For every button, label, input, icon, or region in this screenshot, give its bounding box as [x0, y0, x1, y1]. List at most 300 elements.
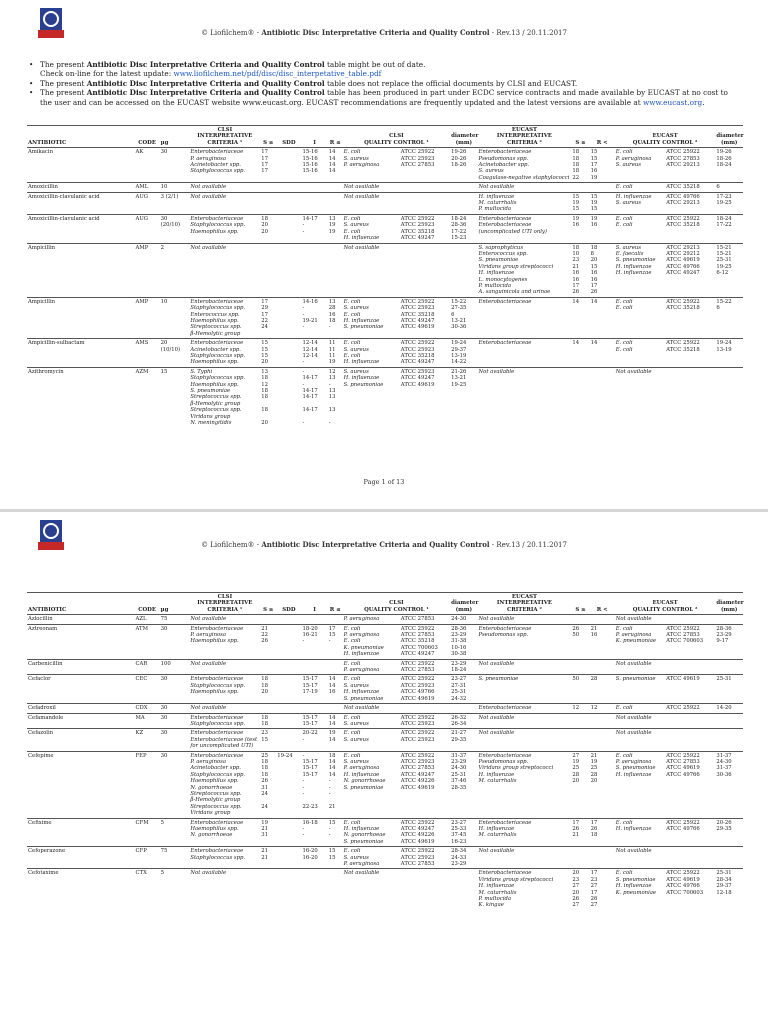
table-row: [27, 214, 743, 243]
cell-ab: Cefaclor: [27, 675, 135, 704]
cell-i: 15-16 15-16 15-16 15-16: [301, 148, 327, 183]
cell-code: AUG: [135, 214, 160, 243]
cell-i: 20-22 -: [301, 729, 327, 751]
cell-eo: Not available: [478, 659, 572, 675]
cell-r: [328, 869, 343, 910]
cell-r: 18 14 14 14 - - - 21: [328, 751, 343, 818]
cell-sdd: 19-24: [276, 751, 301, 818]
cell-qd: [450, 192, 477, 214]
cell-er: 14: [590, 297, 615, 338]
cell-er: 12: [590, 704, 615, 713]
cell-xo: E. coli E. coli: [615, 339, 665, 368]
cell-xd: [715, 729, 743, 751]
cell-i: 14-17 - -: [301, 214, 327, 243]
cell-qa: ATCC 25923 ATCC 49247 ATCC 49619: [400, 367, 450, 427]
cell-xa: ATCC 29213 ATCC 29212 ATCC 49619 ATCC 49766 ATCC 49247: [665, 243, 715, 297]
cell-er: 18 8 20 15 16 16 17 26: [590, 243, 615, 297]
cell-r: 14 14: [328, 713, 343, 729]
table-row: [27, 148, 743, 183]
cell-r: 14 14 16: [328, 675, 343, 704]
cell-ab: Ampicillin: [27, 243, 135, 297]
cell-qa: ATCC 27853: [400, 615, 450, 624]
cell-qd: 23-27 25-33 37-45 16-23: [450, 818, 477, 847]
cell-eo: Not available: [478, 183, 572, 192]
cell-s: 13 18 12 18 18 18 20: [260, 367, 276, 427]
cell-xd: [715, 659, 743, 675]
cell-qd: 19-24 29-37 13-19 14-22: [450, 339, 477, 368]
cell-xa: [665, 729, 715, 751]
cell-s: [260, 192, 276, 214]
table-row: [27, 713, 743, 729]
col-diam: diameter (mm): [450, 126, 477, 148]
col-antibiotic: ANTIBIOTIC: [27, 593, 135, 615]
cell-i: [301, 615, 327, 624]
table-body: [27, 615, 743, 910]
cell-qa: [400, 704, 450, 713]
cell-qa: ATCC 25922 ATCC 25923 ATCC 27853: [400, 148, 450, 183]
cell-org: Not available: [189, 183, 260, 192]
cell-qa: [400, 192, 450, 214]
cell-er: 14: [590, 339, 615, 368]
cell-org: Not available: [189, 243, 260, 297]
cell-ug: 20 (10/10): [160, 339, 190, 368]
cell-xa: [665, 615, 715, 624]
cell-qd: [450, 243, 477, 297]
cell-qo: E. coli P. aeruginosa: [343, 659, 400, 675]
cell-r: 13 28 16 18 -: [328, 297, 343, 338]
update-link[interactable]: www.liofilchem.net/pdf/disc/disc_interpetative_table.pdf: [173, 69, 382, 79]
cell-qa: ATCC 25922 ATCC 25923 ATCC 27853: [400, 847, 450, 869]
cell-code: AUG: [135, 192, 160, 214]
cell-xo: S. pneumoniae: [615, 675, 665, 704]
cell-s: 25 18 18 18 26 31 24 24: [260, 751, 276, 818]
cell-r: 11 11 11 19: [328, 339, 343, 368]
cell-xa: [665, 847, 715, 869]
cell-xo: E. coli P. aeruginosa S. pneumoniae H. influenzae: [615, 751, 665, 818]
cell-code: CEC: [135, 675, 160, 704]
cell-xa: ATCC 25922 ATCC 27853 ATCC 700603: [665, 624, 715, 659]
col-eu-s: S ≥: [571, 593, 589, 615]
cell-org: Enterobacteriaceae Haemophilus spp. N. gonorrhoeae: [189, 818, 260, 847]
cell-eo: Not available: [478, 615, 572, 624]
cell-ug: 3 (2/1): [160, 192, 190, 214]
col-ug: µg: [160, 593, 190, 615]
cell-qo: E. coli S. aureus P. aeruginosa: [343, 847, 400, 869]
cell-i: - 14-17 - 14-17 14-17 14-17 -: [301, 367, 327, 427]
cell-eo: Enterobacteriaceae H. influenzae M. catarrhalis: [478, 818, 572, 847]
cell-xo: E. coli: [615, 183, 665, 192]
cell-sdd: [276, 339, 301, 368]
cell-r: [328, 704, 343, 713]
cell-xo: Not available: [615, 729, 665, 751]
cell-r: 15 15: [328, 847, 343, 869]
cell-xd: 15-22 6: [715, 297, 743, 338]
cell-code: FEP: [135, 751, 160, 818]
cell-r: [328, 615, 343, 624]
cell-ab: Cefoperazone: [27, 847, 135, 869]
cell-ug: 75: [160, 615, 190, 624]
cell-es: [571, 659, 589, 675]
cell-qa: ATCC 25922 ATCC 27853 ATCC 35218 ATCC 700603 ATCC 49247: [400, 624, 450, 659]
cell-xd: [715, 847, 743, 869]
cell-es: [571, 729, 589, 751]
cell-qo: E. coli S. aureus: [343, 729, 400, 751]
cell-ug: 5: [160, 869, 190, 910]
cell-es: 15 19 15: [571, 192, 589, 214]
cell-xd: [715, 615, 743, 624]
cell-qa: ATCC 25922 ATCC 25923 ATCC 35218 ATCC 49247: [400, 214, 450, 243]
cell-eo: Enterobacteriaceae: [478, 704, 572, 713]
cell-s: [260, 615, 276, 624]
cell-s: [260, 704, 276, 713]
cell-qd: [450, 183, 477, 192]
cell-qo: S. aureus H. influenzae S. pneumoniae: [343, 367, 400, 427]
table-row: [27, 869, 743, 910]
cell-sdd: [276, 729, 301, 751]
note-3: • The present Antibiotic Disc Interpretative Criteria and Quality Control table has been produced in part under ECDC service contracts and made available by EUCAST at no cost to the user and can be accessed on the EUCAST website www.eucast.org. EUCAST recommendations are frequently updated and the latest versions are available at www.eucast.org.: [22, 88, 742, 107]
cell-xd: [715, 713, 743, 729]
cell-eo: S. pneumoniae: [478, 675, 572, 704]
col-diam: diameter (mm): [450, 593, 477, 615]
cell-sdd: [276, 615, 301, 624]
col-eu-r: R <: [590, 593, 615, 615]
page-header: © Liofilchem® - Antibiotic Disc Interpretative Criteria and Quality Control - Rev.13 / 20.11.2017: [201, 28, 567, 37]
cell-xo: Not available: [615, 847, 665, 869]
cell-ab: Aztreonam: [27, 624, 135, 659]
cell-org: Enterobacteriaceae Acinetobacter spp. Staphylococcus spp. Haemophilus spp.: [189, 339, 260, 368]
cell-er: [590, 367, 615, 427]
note-2: • The present Antibiotic Disc Interpretative Criteria and Quality Control table does not replace the official documents by CLSI and EUCAST.: [22, 79, 742, 88]
cell-ab: Carbenicillin: [27, 659, 135, 675]
table-row: [27, 615, 743, 624]
col-ug: µg: [160, 126, 190, 148]
cell-sdd: [276, 869, 301, 910]
table-row: [27, 729, 743, 751]
cell-sdd: [276, 192, 301, 214]
col-sdd: SDD: [276, 126, 301, 148]
cell-s: [260, 659, 276, 675]
cell-xo: Not available: [615, 615, 665, 624]
cell-sdd: [276, 148, 301, 183]
col-eu-diam: diameter (mm): [715, 593, 743, 615]
cell-ug: 30: [160, 624, 190, 659]
cell-xa: ATCC 25922 ATCC 49619 ATCC 49766 ATCC 700603: [665, 869, 715, 910]
cell-org: Enterobacteriaceae P. aeruginosa Acinetobacter spp. Staphylococcus spp.: [189, 148, 260, 183]
cell-code: CFP: [135, 847, 160, 869]
cell-i: 16-20 16-20: [301, 847, 327, 869]
cell-ug: 30: [160, 675, 190, 704]
cell-qa: ATCC 25922 ATCC 25923: [400, 729, 450, 751]
cell-es: 20 23 27 20 26 27: [571, 869, 589, 910]
cell-i: 16-18 - -: [301, 818, 327, 847]
col-antibiotic: ANTIBIOTIC: [27, 126, 135, 148]
cell-eo: Enterobacteriaceae Enterobacteriaceae (uncomplicated UTI only): [478, 214, 572, 243]
cell-eo: Enterobacteriaceae Viridans group streptococci H. influenzae M. catarrhalis P. multocida K. kingae: [478, 869, 572, 910]
cell-i: [301, 243, 327, 297]
cell-org: Enterobacteriaceae Enterobacteriaceae (test for uncomplicated UTI): [189, 729, 260, 751]
criteria-table-page-2: [27, 592, 743, 910]
cell-i: 15-17 15-17: [301, 713, 327, 729]
cell-eo: Enterobacteriaceae: [478, 339, 572, 368]
cell-xa: ATCC 35218: [665, 183, 715, 192]
cell-sdd: [276, 214, 301, 243]
cell-r: 14 14 14 14: [328, 148, 343, 183]
cell-i: [301, 704, 327, 713]
cell-xd: 25-31: [715, 675, 743, 704]
table-row: [27, 183, 743, 192]
cell-xa: [665, 367, 715, 427]
cell-xo: E. coli E. coli: [615, 297, 665, 338]
table-row: [27, 704, 743, 713]
cell-s: 17 29 17 22 24: [260, 297, 276, 338]
cell-qo: E. coli S. aureus: [343, 713, 400, 729]
eucast-link[interactable]: www.eucast.org: [642, 97, 703, 107]
cell-qa: ATCC 25922 ATCC 25923 ATCC 35218 ATCC 49247 ATCC 49619: [400, 297, 450, 338]
cell-s: 21 21: [260, 847, 276, 869]
cell-r: [328, 183, 343, 192]
page-2: [0, 512, 768, 1024]
cell-er: [590, 713, 615, 729]
cell-er: 21 16: [590, 624, 615, 659]
table-row: [27, 659, 743, 675]
cell-qo: E. coli S. aureus H. influenzae S. pneumoniae: [343, 675, 400, 704]
criteria-table-page-1: [27, 125, 743, 427]
cell-eo: Enterobacteriaceae Pseudomonas spp. Viridans group streptococci H. influenzae M. catarrhalis: [478, 751, 572, 818]
cell-qo: E. coli S. aureus E. coli H. influenzae S. pneumoniae: [343, 297, 400, 338]
cell-ab: Azithromycin: [27, 367, 135, 427]
col-clsi-ic: CLSI INTERPRETATIVE CRITERIA ¹: [189, 593, 260, 615]
cell-qo: E. coli H. influenzae N. gonorrhoeae S. pneumoniae: [343, 818, 400, 847]
cell-code: AZM: [135, 367, 160, 427]
cell-es: [571, 713, 589, 729]
cell-s: 18 18 20: [260, 675, 276, 704]
cell-code: ATM: [135, 624, 160, 659]
cell-code: CDX: [135, 704, 160, 713]
cell-qd: 28-36 23-29 31-38 10-16 30-38: [450, 624, 477, 659]
cell-xa: ATCC 49619: [665, 675, 715, 704]
cell-r: 13 19 19: [328, 214, 343, 243]
cell-er: [590, 847, 615, 869]
cell-i: - 15-17 15-17 15-17 - - - 22-23: [301, 751, 327, 818]
cell-xd: 28-36 23-29 9-17: [715, 624, 743, 659]
cell-er: [590, 729, 615, 751]
cell-xa: ATCC 25922 ATCC 27853 ATCC 49619 ATCC 49766: [665, 751, 715, 818]
cell-qo: E. coli S. aureus E. coli H. influenzae: [343, 339, 400, 368]
cell-org: Not available: [189, 615, 260, 624]
col-eu-diam: diameter (mm): [715, 126, 743, 148]
note-1: • The present Antibiotic Disc Interpretative Criteria and Quality Control table might be out of date. Check on-line for the latest update: www.liofilchem.net/pdf/disc/disc_interpetative_table.pdf: [22, 60, 742, 79]
col-code: CODE: [135, 126, 160, 148]
cell-sdd: [276, 713, 301, 729]
cell-ug: 75: [160, 847, 190, 869]
cell-qo: Not available: [343, 869, 400, 910]
cell-i: [301, 659, 327, 675]
cell-es: 19 16: [571, 214, 589, 243]
cell-xo: E. coli P. aeruginosa K. pneumoniae: [615, 624, 665, 659]
cell-org: Not available: [189, 192, 260, 214]
cell-qd: 21-26 13-21 19-25: [450, 367, 477, 427]
cell-ug: 30: [160, 704, 190, 713]
cell-es: 18 10 23 21 16 16 17 26: [571, 243, 589, 297]
cell-i: [301, 192, 327, 214]
cell-xa: ATCC 25922 ATCC 27853 ATCC 29213: [665, 148, 715, 183]
cell-xd: 14-20: [715, 704, 743, 713]
cell-sdd: [276, 818, 301, 847]
cell-es: [571, 183, 589, 192]
cell-qd: [450, 704, 477, 713]
cell-ab: Amikacin: [27, 148, 135, 183]
cell-qa: ATCC 25922 ATCC 49247 ATCC 49226 ATCC 49619: [400, 818, 450, 847]
cell-i: [301, 869, 327, 910]
cell-ab: Cefixime: [27, 818, 135, 847]
cell-qo: Not available: [343, 243, 400, 297]
cell-s: 17 17 17 17: [260, 148, 276, 183]
cell-org: Enterobacteriaceae Staphylococcus spp. Haemophilus spp.: [189, 214, 260, 243]
cell-code: CTX: [135, 869, 160, 910]
col-eu-s: S ≥: [571, 126, 589, 148]
col-eu-ic: EUCAST INTERPRETATIVE CRITERIA ²: [478, 593, 572, 615]
cell-xo: E. coli H. influenzae: [615, 818, 665, 847]
cell-er: 28: [590, 675, 615, 704]
cell-sdd: [276, 675, 301, 704]
cell-eo: Not available: [478, 729, 572, 751]
cell-xo: E. coli E. coli: [615, 214, 665, 243]
cell-i: 15-17 15-17 17-19: [301, 675, 327, 704]
cell-ab: Cefepime: [27, 751, 135, 818]
cell-org: Not available: [189, 704, 260, 713]
cell-eo: H. influenzae M. catarrhalis P. multocida: [478, 192, 572, 214]
cell-qo: P. aeruginosa: [343, 615, 400, 624]
cell-xd: 15-21 15-21 25-31 19-25 6-12: [715, 243, 743, 297]
cell-code: AMP: [135, 297, 160, 338]
cell-s: 23 15: [260, 729, 276, 751]
col-clsi-qc: CLSI QUALITY CONTROL ¹: [343, 126, 451, 148]
table-row: [27, 751, 743, 818]
cell-s: [260, 869, 276, 910]
notes-list: [22, 60, 742, 107]
cell-ab: Ampicillin-sulbactam: [27, 339, 135, 368]
cell-org: Enterobacteriaceae Staphylococcus spp. Haemophilus spp.: [189, 675, 260, 704]
cell-er: 17 26 18: [590, 818, 615, 847]
cell-qd: 18-24 28-36 17-22 15-23: [450, 214, 477, 243]
cell-xo: Not available: [615, 713, 665, 729]
table-row: [27, 675, 743, 704]
table-row: [27, 192, 743, 214]
cell-es: 14: [571, 339, 589, 368]
cell-qo: Not available: [343, 192, 400, 214]
cell-org: Enterobacteriaceae P. aeruginosa Acinetobacter spp. Staphylococcus spp. Haemophilus spp. N. gonorrhoeae Streptococcus spp. β-Hemolytic group Streptococcus spp. Viridans group: [189, 751, 260, 818]
cell-xd: 19-26 18-26 18-24: [715, 148, 743, 183]
cell-r: [328, 659, 343, 675]
cell-ab: Azlocillin: [27, 615, 135, 624]
cell-org: Enterobacteriaceae Staphylococcus spp.: [189, 847, 260, 869]
cell-ug: 100: [160, 659, 190, 675]
cell-er: 17 23 27 17 26 27: [590, 869, 615, 910]
cell-xd: 31-37 24-30 31-37 30-36: [715, 751, 743, 818]
cell-eo: Not available: [478, 713, 572, 729]
table-row: [27, 847, 743, 869]
cell-sdd: [276, 183, 301, 192]
cell-qo: E. coli S. aureus P. aeruginosa H. influenzae N. gonorrhoeae S. pneumoniae: [343, 751, 400, 818]
cell-qd: 23-27 27-31 25-31 24-32: [450, 675, 477, 704]
cell-xa: ATCC 25922 ATCC 49766: [665, 818, 715, 847]
cell-eo: Not available: [478, 367, 572, 427]
cell-r: 19 14: [328, 729, 343, 751]
cell-xd: [715, 367, 743, 427]
table-row: [27, 243, 743, 297]
cell-xa: ATCC 25922 ATCC 35218: [665, 297, 715, 338]
table-header: [27, 593, 743, 615]
cell-er: 15 19 15: [590, 192, 615, 214]
cell-code: AK: [135, 148, 160, 183]
cell-ug: 15: [160, 367, 190, 427]
cell-ug: 5: [160, 818, 190, 847]
cell-s: [260, 243, 276, 297]
cell-r: [328, 243, 343, 297]
cell-ab: Amoxicillin: [27, 183, 135, 192]
cell-xd: 17-23 19-25: [715, 192, 743, 214]
table-row: [27, 818, 743, 847]
col-s: S ≥: [260, 126, 276, 148]
cell-s: 18 20 20: [260, 214, 276, 243]
cell-xo: H. influenzae S. aureus: [615, 192, 665, 214]
cell-xo: Not available: [615, 367, 665, 427]
cell-r: [328, 192, 343, 214]
cell-qa: [400, 243, 450, 297]
table-row: [27, 367, 743, 427]
cell-i: [301, 183, 327, 192]
col-i: I: [301, 126, 327, 148]
cell-xd: 19-24 13-19: [715, 339, 743, 368]
cell-xo: S. aureus E. faecalis S. pneumoniae H. influenzae H. influenzae: [615, 243, 665, 297]
cell-qd: 24-30: [450, 615, 477, 624]
cell-xo: Not available: [615, 659, 665, 675]
cell-qo: E. coli S. aureus E. coli H. influenzae: [343, 214, 400, 243]
cell-qd: 26-32 26-34: [450, 713, 477, 729]
cell-er: 19 16: [590, 214, 615, 243]
cell-s: 21 22 26: [260, 624, 276, 659]
cell-qd: [450, 869, 477, 910]
cell-org: Not available: [189, 659, 260, 675]
cell-i: 12-14 12-14 12-14 -: [301, 339, 327, 368]
col-eu-ic: EUCAST INTERPRETATIVE CRITERIA ²: [478, 126, 572, 148]
col-eu-qc: EUCAST QUALITY CONTROL ²: [615, 126, 716, 148]
cell-es: 18 18 18 18 22: [571, 148, 589, 183]
col-code: CODE: [135, 593, 160, 615]
table-row: [27, 297, 743, 338]
cell-s: 19 21 31: [260, 818, 276, 847]
cell-code: CAR: [135, 659, 160, 675]
cell-ab: Amoxicillin-clavulanic acid: [27, 214, 135, 243]
col-s: S ≥: [260, 593, 276, 615]
cell-s: 18 18: [260, 713, 276, 729]
cell-er: 15 15 17 16 19: [590, 148, 615, 183]
cell-es: 27 19 25 28 20: [571, 751, 589, 818]
cell-qa: ATCC 25922 ATCC 25923 ATCC 35218 ATCC 49247: [400, 339, 450, 368]
cell-ab: Cefotaxime: [27, 869, 135, 910]
cell-i: 14-16 - - 19-21 -: [301, 297, 327, 338]
cell-qa: ATCC 25922 ATCC 25923: [400, 713, 450, 729]
cell-es: [571, 367, 589, 427]
cell-xo: E. coli S. pneumoniae H. influenzae K. pneumoniae: [615, 869, 665, 910]
cell-ug: 2: [160, 243, 190, 297]
cell-qo: E. coli S. aureus P. aeruginosa: [343, 148, 400, 183]
cell-code: AML: [135, 183, 160, 192]
table-header: [27, 126, 743, 148]
cell-ug: 30: [160, 713, 190, 729]
cell-qo: E. coli P. aeruginosa E. coli K. pneumoniae H. influenzae: [343, 624, 400, 659]
page-header: © Liofilchem® - Antibiotic Disc Interpretative Criteria and Quality Control - Rev.13 / 20.11.2017: [201, 540, 567, 549]
